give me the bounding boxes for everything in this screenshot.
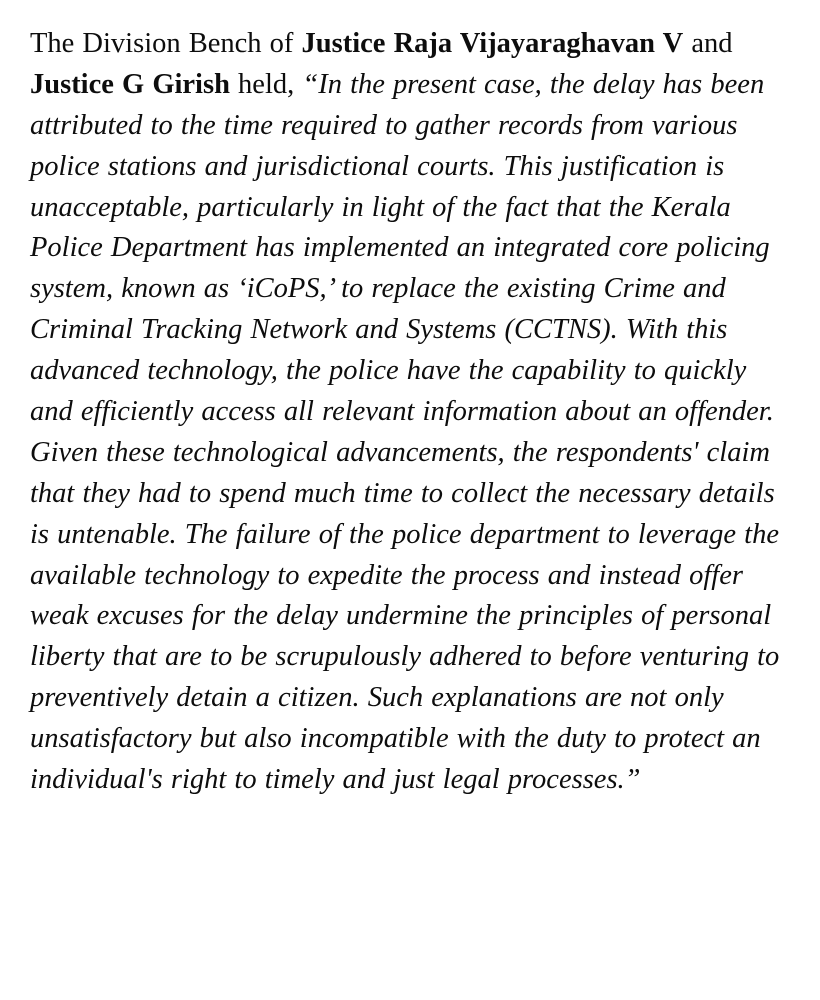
text-segment-normal: and xyxy=(683,28,733,59)
paragraph xyxy=(30,24,786,801)
text-segment-bold: Justice G Girish xyxy=(30,68,230,100)
text-segment-normal: The Division Bench of xyxy=(30,28,302,59)
text-segment-italic: “In the present case, the delay has been attributed to the time required to gather records from various police stations and jurisdictional courts. This justification is unacceptable, particularly in light of the fact that the Kerala Police Department has implemented an integrated core policing system, known as ‘iCoPS,’ to replace the existing Crime and Criminal Tracking Network and Systems (CCTNS). With this advanced technology, the police have the capability to quickly and efficiently access all relevant information about an offender. Given these technological advancements, the respondents' claim that they had to spend much time to collect the necessary details is untenable. The failure of the police department to leverage the available technology to expedite the process and instead offer weak excuses for the delay undermine the principles of personal liberty that are to be scrupulously adhered to before venturing to preventively detain a citizen. Such explanations are not only unsatisfactory but also incompatible with the duty to protect an individual's right to timely and just legal processes.” xyxy=(30,68,780,796)
text-segment-normal: held, xyxy=(229,68,303,100)
text-segment-bold: Justice Raja Vijayaraghavan V xyxy=(301,28,684,59)
